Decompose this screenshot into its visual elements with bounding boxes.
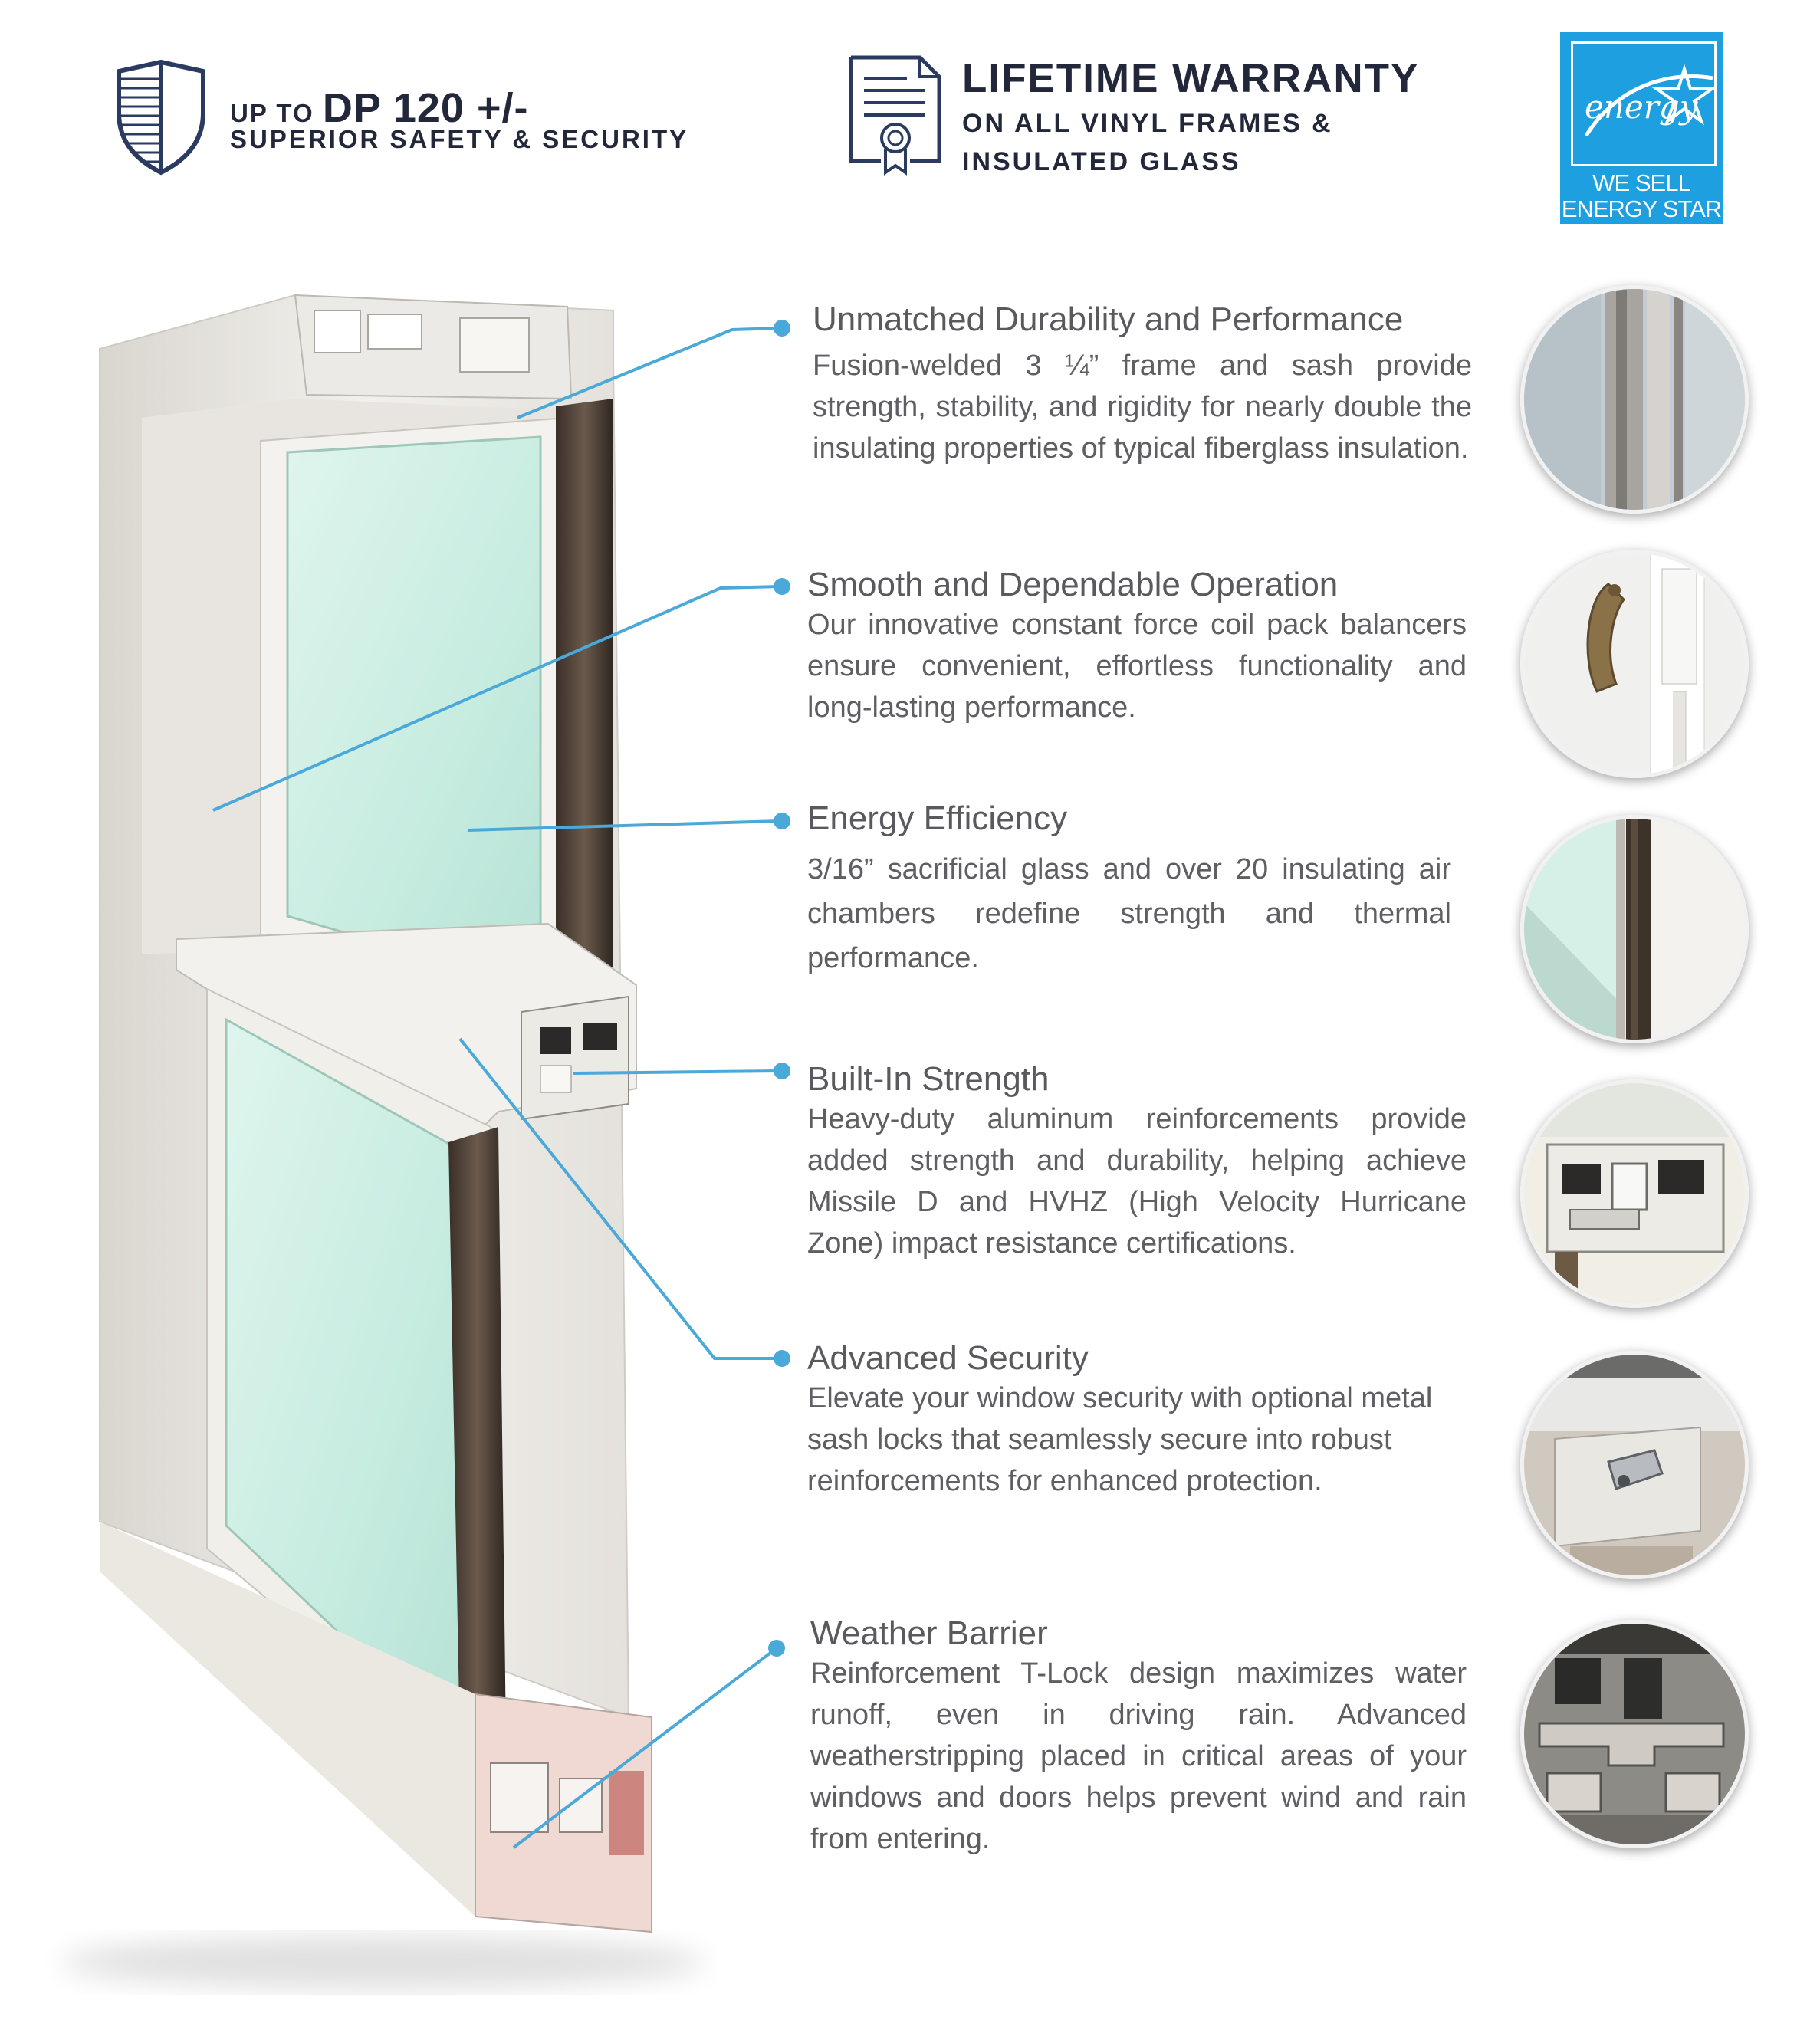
feature-description: 3/16” sacrificial glass and over 20 insulating air chambers redefine strength and thermal performance. — [807, 853, 1451, 974]
callout-line-strength — [573, 1071, 780, 1073]
feature-description: Reinforcement T-Lock design maximizes water runoff, even in driving rain. Advanced weatherstripping placed in critical areas of your windows and doors helps prevent wind and rain from entering. — [810, 1657, 1467, 1855]
rating-value: DP 120 +/- — [322, 85, 529, 131]
shield-icon — [111, 57, 211, 176]
detail-photo-energy — [1520, 815, 1749, 1043]
energy-star-graphic — [1571, 63, 1717, 147]
callout-dot-weather — [768, 1640, 785, 1657]
callout-lines — [0, 276, 813, 1901]
energy-script-text: energy — [1585, 88, 1698, 126]
detail-photo-durability — [1520, 285, 1749, 514]
certificate-icon — [847, 54, 943, 176]
rating-headline: UP TO DP 120 +/- — [230, 85, 529, 131]
feature-security — [807, 1339, 1467, 1502]
feature-description: Elevate your window security with optional metal sash locks that seamlessly secure into robust reinforcements for enhanced protection. — [807, 1382, 1433, 1497]
feature-description: Heavy-duty aluminum reinforcements provide added strength and durability, helping achieve Missile D and HVHZ (High Velocity Hurricane Zone) impact resistance certifications. — [807, 1103, 1467, 1260]
feature-weather — [810, 1614, 1467, 1860]
callout-line-weather — [514, 1648, 777, 1848]
warranty-line-1: ON ALL VINYL FRAMES & — [962, 109, 1333, 138]
feature-title: Unmatched Durability and Performance — [813, 301, 1404, 338]
detail-photo-weather — [1520, 1620, 1749, 1848]
callout-line-energy — [468, 821, 780, 830]
feature-title: Smooth and Dependable Operation — [807, 566, 1339, 603]
warranty-line-2: INSULATED GLASS — [962, 147, 1241, 176]
callout-line-security — [460, 1039, 780, 1358]
feature-title: Weather Barrier — [810, 1614, 1048, 1652]
callout-line-operation — [213, 586, 780, 810]
energy-badge-line-2: ENERGY STAR — [1561, 195, 1722, 222]
callout-dot-security — [774, 1350, 790, 1367]
callout-dot-energy — [774, 813, 790, 829]
energy-badge-line-1: WE SELL — [1592, 169, 1690, 196]
callout-dot-operation — [774, 578, 790, 595]
callout-dot-durability — [774, 320, 790, 337]
warranty-title: LIFETIME WARRANTY — [962, 56, 1420, 101]
callout-line-durability — [517, 328, 780, 418]
feature-description: Our innovative constant force coil pack balancers ensure convenient, effortless functionality and long-lasting performance. — [807, 609, 1467, 724]
feature-durability — [813, 301, 1472, 469]
feature-strength — [807, 1060, 1467, 1264]
energy-star-logo — [1560, 32, 1723, 224]
feature-energy — [807, 800, 1451, 980]
rating-subtitle: SUPERIOR SAFETY & SECURITY — [230, 125, 689, 153]
detail-photo-security — [1520, 1351, 1749, 1579]
callout-dot-strength — [774, 1063, 790, 1079]
feature-description: Fusion-welded 3 ¼” frame and sash provide strength, stability, and rigidity for nearly double the insulating properties of typical fiberglass insulation. — [813, 350, 1472, 465]
feature-title: Energy Efficiency — [807, 800, 1068, 837]
detail-photo-operation — [1520, 550, 1749, 778]
detail-photo-strength — [1520, 1079, 1749, 1308]
feature-title: Built-In Strength — [807, 1060, 1050, 1098]
feature-title: Advanced Security — [807, 1339, 1089, 1377]
feature-operation — [807, 566, 1467, 728]
